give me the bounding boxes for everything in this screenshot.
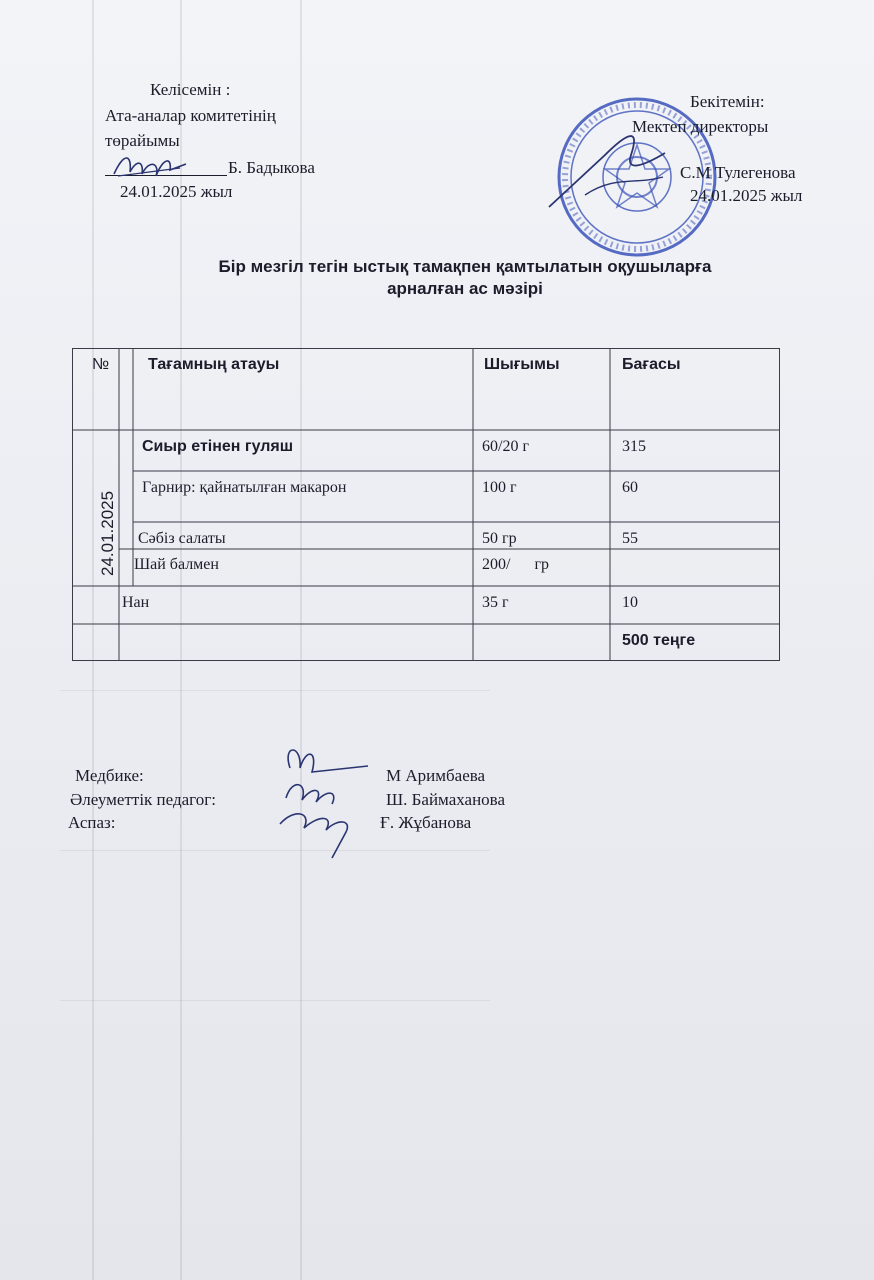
table-grid (72, 348, 780, 661)
row-5-dish: Нан (122, 594, 150, 611)
sign-name-cook: Ғ. Жұбанова (380, 813, 472, 832)
signature-staff (272, 738, 382, 863)
approval-right-heading: Бекітемін: (690, 92, 765, 111)
approval-left-date: 24.01.2025 жыл (120, 182, 233, 201)
header-num: № (92, 356, 110, 373)
page-title-line-1: Бір мезгіл тегін ыстық тамақпен қамтылатын оқушыларға (218, 257, 712, 276)
sign-name-nurse: М Аримбаева (386, 766, 486, 785)
row-1-yield: 60/20 г (482, 438, 530, 455)
date-cell: 24.01.2025 (98, 490, 117, 576)
approval-right-name: С.М Тулегенова (680, 163, 796, 182)
page-title (150, 256, 780, 300)
approval-left-role-2: төрайымы (105, 131, 180, 150)
header-price: Бағасы (622, 356, 681, 373)
row-3-yield: 50 гр (482, 530, 517, 547)
signature-badykova (110, 146, 190, 186)
sign-role-social-pedagogue: Әлеуметтік педагог: (70, 790, 216, 809)
sign-role-cook: Аспаз: (68, 813, 116, 832)
row-3-price: 55 (622, 530, 638, 547)
approval-right-role: Мектеп директоры (632, 117, 769, 136)
row-4-yield: 200/ гр (482, 556, 550, 573)
sign-name-social-pedagogue: Ш. Баймаханова (386, 790, 506, 809)
total-price: 500 теңге (622, 632, 696, 649)
menu-table (72, 348, 780, 661)
row-4-dish: Шай балмен (134, 556, 219, 573)
approval-left-role: Ата-аналар комитетінің (105, 106, 276, 125)
sign-role-nurse: Медбике: (75, 766, 144, 785)
scan-streak (60, 1000, 490, 1001)
page-title-line-2: арналған ас мәзірі (387, 279, 543, 298)
row-2-yield: 100 г (482, 479, 517, 496)
row-5-yield: 35 г (482, 594, 509, 611)
approval-left-name: Б. Бадыкова (228, 158, 315, 177)
row-5-price: 10 (622, 594, 638, 611)
row-2-dish: Гарнир: қайнатылған макарон (142, 479, 347, 496)
row-1-dish: Сиыр етінен гуляш (142, 438, 294, 455)
header-dish: Тағамның атауы (148, 356, 280, 373)
approval-left-heading: Келісемін : (150, 80, 231, 99)
row-1-price: 315 (622, 438, 646, 455)
row-3-dish: Сәбіз салаты (138, 530, 226, 547)
scan-streak (60, 690, 490, 691)
approval-right-date: 24.01.2025 жыл (690, 186, 803, 205)
row-2-price: 60 (622, 479, 638, 496)
header-yield: Шығымы (484, 356, 560, 373)
